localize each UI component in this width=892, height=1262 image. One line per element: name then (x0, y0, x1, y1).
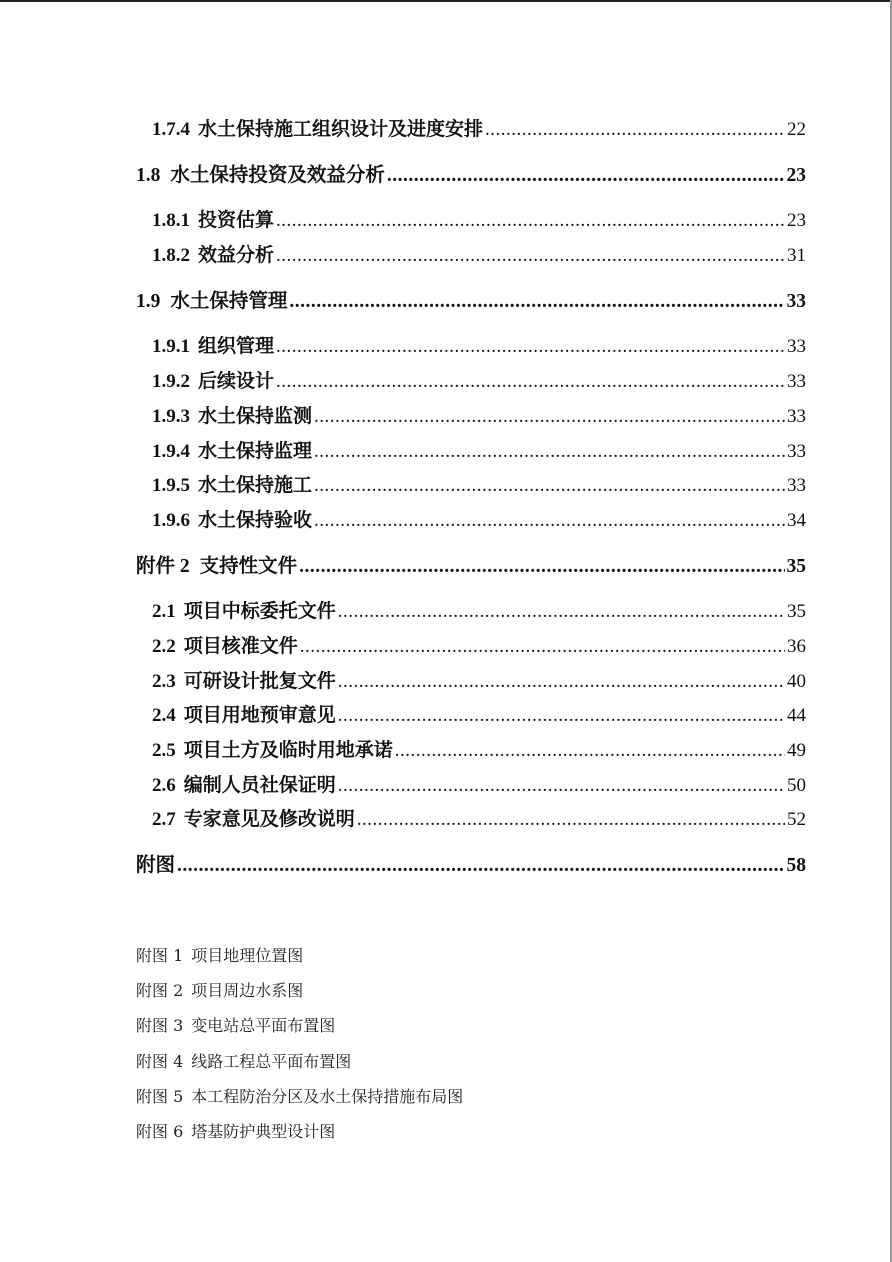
toc-dot-leader (314, 504, 785, 539)
toc-page-number: 31 (787, 245, 806, 267)
toc-entry[interactable] (136, 848, 806, 883)
toc-dot-leader (276, 239, 785, 274)
toc-entry[interactable] (136, 594, 806, 629)
appendix-figure-item (136, 1008, 463, 1043)
toc-entry[interactable] (136, 238, 806, 273)
toc-dot-leader (338, 665, 785, 700)
toc-entry-title: 项目土方及临时用地承诺 (183, 739, 393, 761)
toc-entry-number: 1.9 (136, 290, 161, 312)
toc-page-number: 33 (787, 336, 806, 358)
toc-entry-number: 2.7 (152, 809, 176, 831)
appendix-figure-label: 附图 1 (136, 946, 184, 965)
appendix-figure-label: 附图 5 (136, 1086, 184, 1106)
toc-entry-title: 水土保持施工 (198, 474, 313, 497)
toc-entry[interactable] (136, 468, 806, 503)
toc-page-number: 50 (787, 774, 806, 796)
toc-entry-number: 2.5 (152, 740, 176, 761)
appendix-figure-title: 项目周边水系图 (191, 981, 304, 1001)
toc-entry[interactable] (136, 364, 806, 399)
appendix-figure-item (136, 1044, 463, 1079)
toc-page-number: 49 (787, 740, 806, 761)
toc-entry-title: 水土保持投资及效益分析 (170, 162, 385, 186)
toc-entry[interactable] (136, 503, 806, 538)
toc-page-number: 33 (787, 475, 806, 497)
toc-page-number: 35 (787, 601, 806, 623)
toc-dot-leader (338, 595, 785, 630)
toc-entry[interactable] (136, 629, 806, 664)
toc-entry[interactable] (136, 802, 806, 837)
toc-entry-number: 2.6 (152, 774, 176, 796)
appendix-figure-title: 塔基防护典型设计图 (191, 1121, 336, 1141)
appendix-figure-label: 附图 3 (136, 1016, 184, 1036)
toc-entry-title: 可研设计批复文件 (183, 669, 336, 692)
toc-entry-title: 水土保持监测 (198, 404, 313, 427)
toc-dot-leader (314, 469, 785, 504)
toc-entry[interactable] (136, 284, 806, 319)
toc-entry-number: 1.9.3 (152, 405, 190, 427)
toc-entry-title: 组织管理 (198, 335, 275, 358)
toc-entry-number: 1.9.5 (152, 475, 190, 497)
appendix-figure-item (136, 938, 463, 973)
toc-entry[interactable] (136, 112, 806, 147)
toc-entry-number: 1.9.1 (152, 336, 190, 358)
toc-entry-number: 1.8.2 (152, 245, 190, 267)
toc-entry[interactable] (136, 399, 806, 434)
toc-page-number: 23 (786, 164, 806, 186)
toc-entry-title: 编制人员社保证明 (183, 773, 336, 796)
toc-dot-leader (395, 734, 785, 769)
appendix-figure-list (136, 938, 463, 1149)
toc-entry-title: 附图 (136, 853, 176, 877)
toc-dot-leader (357, 803, 785, 838)
toc-dot-leader (314, 435, 785, 470)
toc-dot-leader (314, 400, 785, 435)
toc-entry-title: 效益分析 (198, 244, 275, 267)
appendix-figure-title: 本工程防治分区及水土保持措施布局图 (191, 1086, 464, 1106)
toc-entry-number: 1.9.4 (152, 440, 190, 462)
toc-entry-title: 水土保持管理 (170, 288, 288, 312)
toc-page-number: 35 (786, 555, 806, 577)
toc-entry[interactable] (136, 203, 806, 238)
toc-dot-leader (289, 285, 784, 320)
toc-entry-title: 水土保持施工组织设计及进度安排 (198, 118, 484, 140)
appendix-figure-item (136, 1079, 463, 1114)
toc-entry-title: 投资估算 (198, 209, 275, 232)
toc-entry-number: 1.7.4 (152, 119, 190, 140)
toc-page-number: 33 (787, 371, 806, 393)
appendix-figure-title: 线路工程总平面布置图 (191, 1051, 352, 1071)
toc-entry-title: 水土保持验收 (198, 508, 313, 531)
table-of-contents (136, 112, 806, 894)
toc-page-number: 22 (787, 119, 806, 140)
toc-page-number: 58 (786, 855, 806, 877)
appendix-figure-item (136, 973, 463, 1008)
toc-page-number: 23 (787, 210, 806, 232)
toc-entry-number: 1.8 (136, 164, 161, 186)
toc-dot-leader (300, 630, 785, 665)
toc-entry-title: 项目用地预审意见 (183, 704, 336, 727)
toc-dot-leader (276, 330, 785, 365)
toc-entry-number: 2.1 (152, 601, 176, 623)
toc-entry-number: 2.4 (152, 705, 176, 727)
toc-page-number: 52 (787, 809, 806, 831)
toc-dot-leader (276, 204, 785, 239)
toc-dot-leader (177, 849, 784, 884)
toc-dot-leader (338, 699, 785, 734)
toc-page-number: 40 (787, 670, 806, 692)
toc-entry-number: 1.9.6 (152, 509, 190, 531)
toc-entry[interactable] (136, 549, 806, 584)
toc-entry[interactable] (136, 329, 806, 364)
toc-entry-title: 后续设计 (198, 370, 275, 393)
toc-page-number: 36 (787, 635, 806, 657)
toc-entry[interactable] (136, 733, 806, 768)
toc-entry[interactable] (136, 158, 806, 193)
toc-entry-number: 2.2 (152, 635, 176, 657)
toc-page-number: 44 (787, 705, 806, 727)
appendix-figure-label: 附图 6 (136, 1121, 184, 1141)
toc-entry-number: 附件 2 (136, 555, 190, 577)
toc-dot-leader (338, 769, 785, 804)
toc-dot-leader (299, 550, 784, 585)
appendix-figure-label: 附图 2 (136, 981, 184, 1001)
appendix-figure-item (136, 1114, 463, 1149)
toc-page-number: 33 (787, 405, 806, 427)
toc-entry[interactable] (136, 768, 806, 803)
toc-entry-number: 1.8.1 (152, 210, 190, 232)
toc-entry-title: 项目核准文件 (183, 634, 298, 657)
appendix-figure-title: 项目地理位置图 (191, 946, 304, 965)
toc-dot-leader (276, 365, 785, 400)
toc-entry-number: 2.3 (152, 670, 176, 692)
toc-entry[interactable] (136, 434, 806, 469)
toc-dot-leader (485, 113, 785, 148)
appendix-figure-title: 变电站总平面布置图 (191, 1016, 336, 1036)
toc-page-number: 33 (786, 290, 806, 312)
toc-entry-title: 水土保持监理 (198, 439, 313, 462)
toc-dot-leader (387, 159, 785, 194)
toc-entry-title: 专家意见及修改说明 (183, 808, 355, 831)
toc-page-number: 33 (787, 440, 806, 462)
toc-entry[interactable] (136, 664, 806, 699)
toc-entry[interactable] (136, 698, 806, 733)
toc-entry-title: 项目中标委托文件 (183, 600, 336, 623)
page-top-border (0, 0, 892, 2)
toc-entry-title: 支持性文件 (199, 553, 298, 577)
toc-entry-number: 1.9.2 (152, 371, 190, 393)
appendix-figure-label: 附图 4 (136, 1051, 184, 1071)
toc-page-number: 34 (787, 509, 806, 531)
